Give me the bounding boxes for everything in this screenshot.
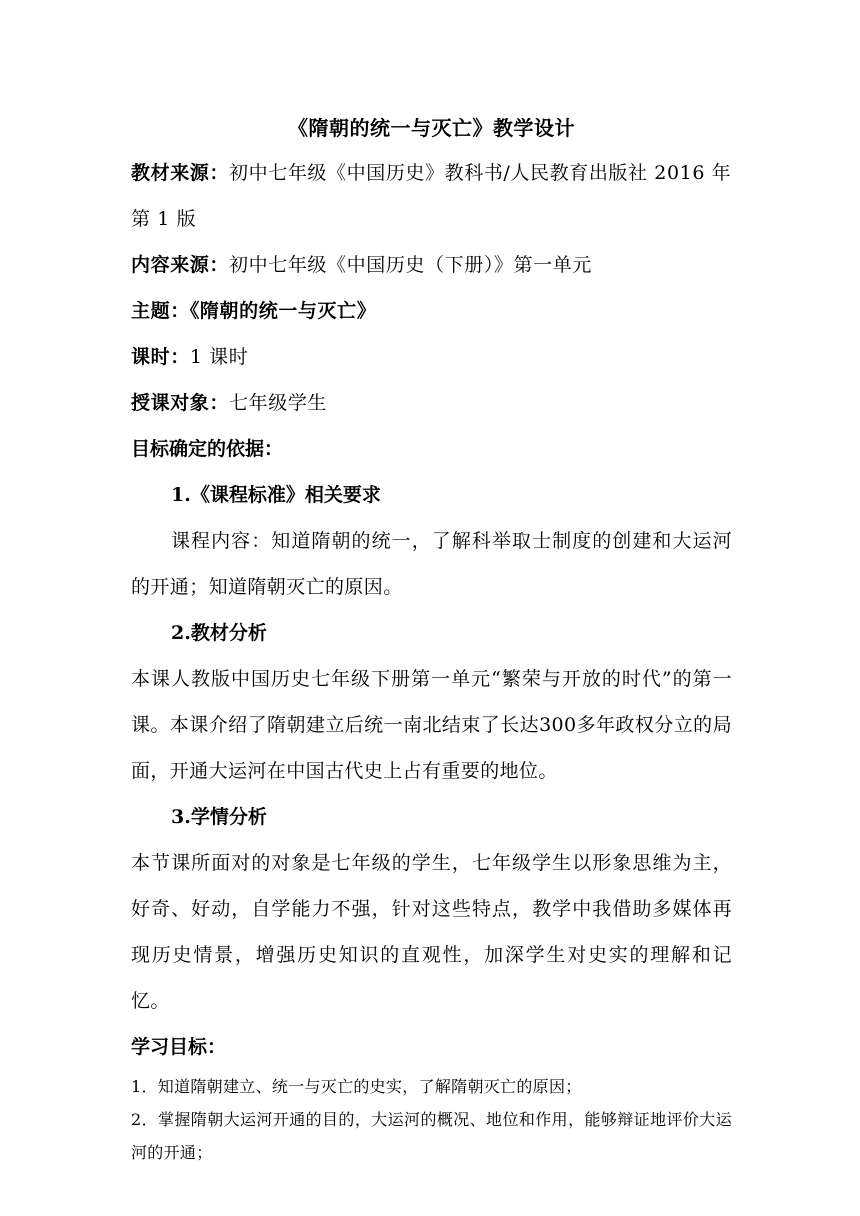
audience-text: 七年级学生 (229, 392, 328, 414)
basis-heading: 目标确定的依据： (131, 438, 284, 460)
objectives-heading: 学习目标： (131, 1036, 227, 1058)
section-3-text: 本节课所面对的对象是七年级的学生，七年级学生以形象思维为主，好奇、好动，自学能力不强，针对这些特点，教学中我借助多媒体再现历史情景，增强历史知识的直观性，加深学生对史实的理解和记忆。 (131, 852, 732, 1012)
textbook-source-label: 教材来源： (131, 162, 230, 184)
theme-label: 主题： (131, 300, 190, 322)
objective-item-1: 1．知道隋朝建立、统一与灭亡的史实，了解隋朝灭亡的原因； (131, 1077, 582, 1096)
content-source-label: 内容来源： (131, 254, 230, 276)
content-source (131, 242, 732, 288)
theme (131, 288, 732, 334)
textbook-source (131, 150, 732, 242)
class-period-label: 课时： (131, 346, 190, 368)
content-source-text: 初中七年级《中国历史（下册）》第一单元 (229, 254, 592, 276)
document-body (131, 106, 732, 1169)
section-1-heading: 1.《课程标准》相关要求 (171, 484, 381, 506)
audience (131, 380, 732, 426)
section-2-heading: 2.教材分析 (171, 622, 267, 644)
objective-item-2: 2．掌握隋朝大运河开通的目的，大运河的概况、地位和作用，能够辩证地评价大运河的开通； (131, 1110, 732, 1162)
document-title: 《隋朝的统一与灭亡》教学设计 (288, 116, 575, 140)
class-period-text: 1 课时 (189, 346, 249, 368)
section-3-heading: 3.学情分析 (171, 806, 267, 828)
audience-label: 授课对象： (131, 392, 230, 414)
section-1-text: 课程内容：知道隋朝的统一，了解科举取士制度的创建和大运河的开通；知道隋朝灭亡的原因。 (131, 530, 732, 598)
section-2-text: 本课人教版中国历史七年级下册第一单元“繁荣与开放的时代”的第一课。本课介绍了隋朝建立后统一南北结束了长达300多年政权分立的局面，开通大运河在中国古代史上占有重要的地位。 (131, 668, 732, 782)
theme-text: 《隋朝的统一与灭亡》 (189, 300, 377, 322)
textbook-source-text: 初中七年级《中国历史》教科书/人民教育出版社 2016 年第 1 版 (131, 162, 732, 230)
class-period (131, 334, 732, 380)
